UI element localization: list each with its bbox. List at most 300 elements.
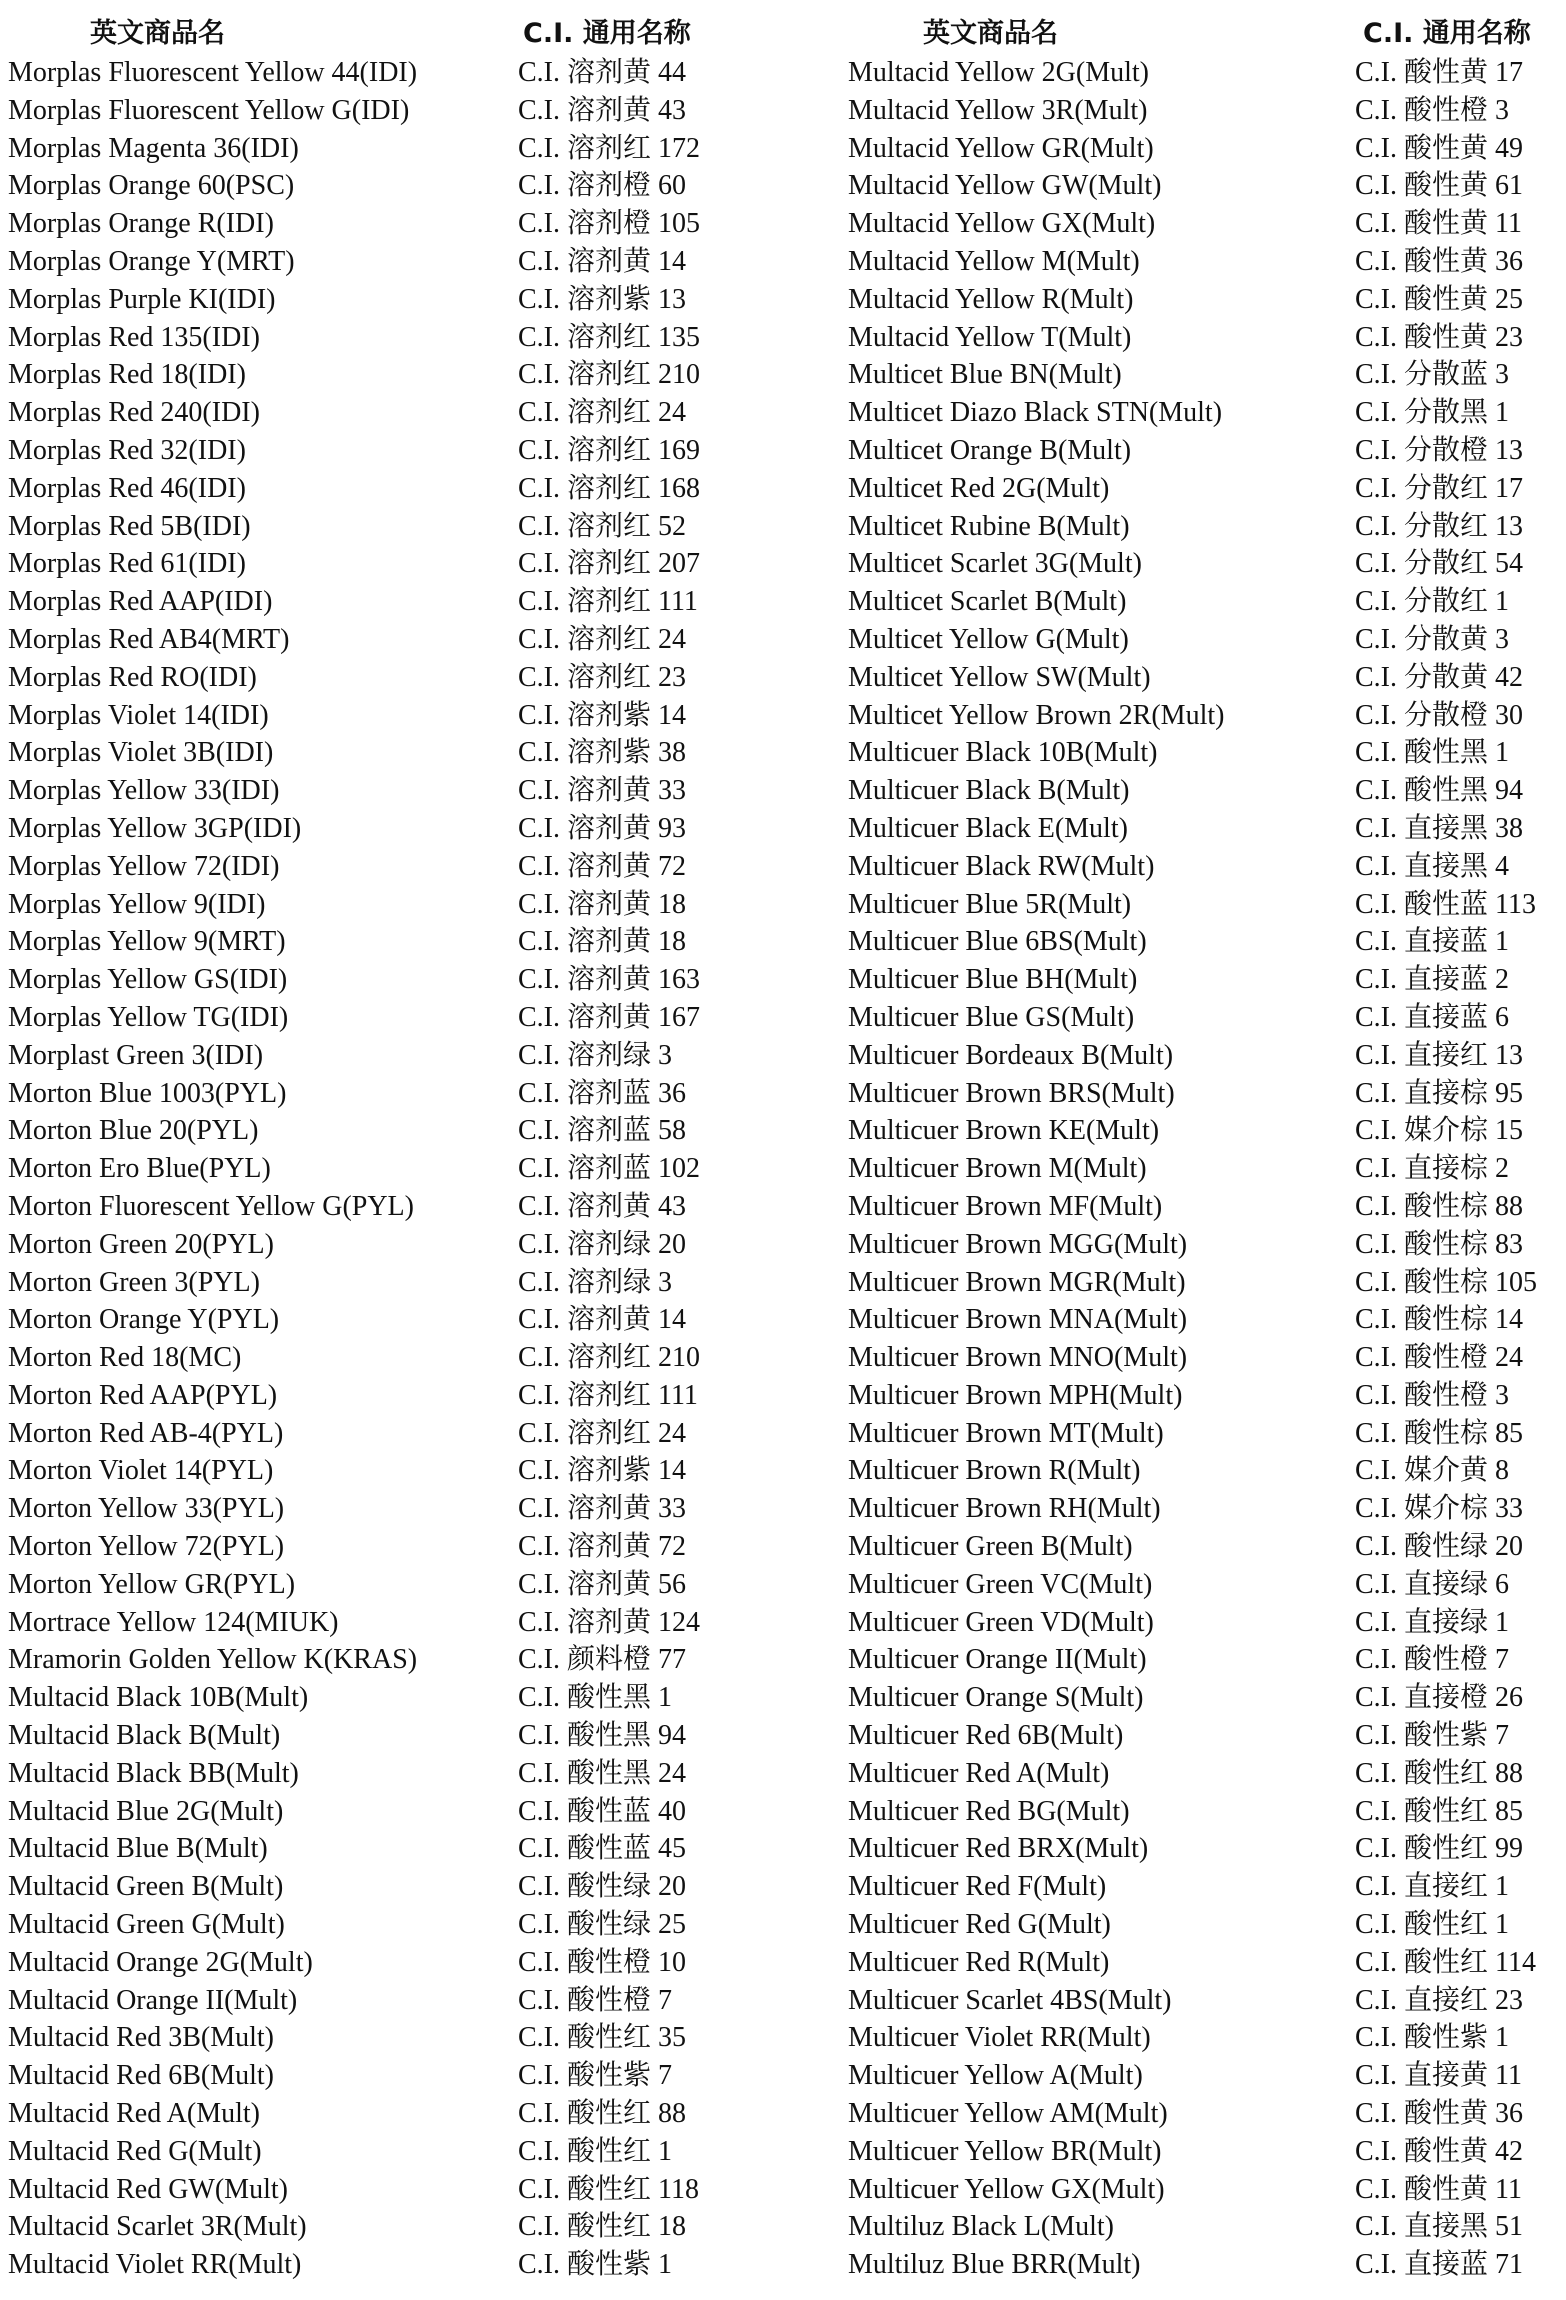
english-trade-name: Multicet Yellow Brown 2R(Mult) bbox=[848, 699, 1225, 731]
english-trade-name: Morplas Red 18(IDI) bbox=[8, 359, 246, 391]
table-row bbox=[848, 1301, 1563, 1339]
ci-generic-name: C.I. 分散红 17 bbox=[1355, 472, 1524, 504]
table-row bbox=[8, 1264, 768, 1302]
ci-generic-name: C.I. 酸性红 1 bbox=[1355, 1909, 1510, 1941]
ci-generic-name: C.I. 溶剂红 210 bbox=[518, 1342, 701, 1374]
ci-generic-name: C.I. 直接蓝 2 bbox=[1355, 964, 1510, 996]
table-row bbox=[848, 1075, 1563, 1113]
ci-generic-name: C.I. 酸性黑 1 bbox=[518, 1682, 673, 1714]
right-column bbox=[848, 0, 1563, 2284]
ci-generic-name: C.I. 酸性红 85 bbox=[1355, 1795, 1524, 1827]
ci-generic-name: C.I. 溶剂红 24 bbox=[518, 1417, 687, 1449]
english-trade-name: Multacid Yellow 3R(Mult) bbox=[848, 94, 1148, 126]
table-row bbox=[848, 545, 1563, 583]
table-row bbox=[848, 886, 1563, 924]
table-row bbox=[8, 545, 768, 583]
table-row bbox=[848, 205, 1563, 243]
table-row bbox=[8, 1226, 768, 1264]
english-trade-name: Multicuer Black B(Mult) bbox=[848, 775, 1130, 807]
english-trade-name: Multacid Yellow M(Mult) bbox=[848, 245, 1140, 277]
ci-generic-name: C.I. 酸性黄 17 bbox=[1355, 57, 1524, 88]
english-trade-name: Mramorin Golden Yellow K(KRAS) bbox=[8, 1644, 418, 1676]
ci-generic-name: C.I. 溶剂绿 20 bbox=[518, 1228, 687, 1260]
ci-generic-name: C.I. 酸性绿 20 bbox=[518, 1871, 687, 1903]
ci-generic-name: C.I. 溶剂红 24 bbox=[518, 397, 687, 429]
ci-generic-name: C.I. 溶剂绿 3 bbox=[518, 1266, 673, 1298]
table-row bbox=[848, 923, 1563, 961]
table-row bbox=[8, 621, 768, 659]
english-trade-name: Morton Red AAP(PYL) bbox=[8, 1379, 278, 1411]
english-trade-name: Multacid Yellow GR(Mult) bbox=[848, 132, 1154, 164]
english-trade-name: Multicet Rubine B(Mult) bbox=[848, 510, 1130, 542]
english-trade-name: Morplas Orange R(IDI) bbox=[8, 208, 274, 240]
ci-generic-name: C.I. 溶剂黄 72 bbox=[518, 1531, 687, 1563]
table-row bbox=[848, 1982, 1563, 2020]
ci-generic-name: C.I. 分散橙 30 bbox=[1355, 699, 1524, 731]
english-trade-name: Morplas Yellow GS(IDI) bbox=[8, 964, 288, 996]
ci-generic-name: C.I. 酸性棕 83 bbox=[1355, 1228, 1524, 1260]
table-row bbox=[8, 810, 768, 848]
table-row bbox=[848, 1150, 1563, 1188]
english-trade-name: Morton Yellow 33(PYL) bbox=[8, 1493, 285, 1525]
ci-generic-name: C.I. 直接蓝 71 bbox=[1355, 2249, 1524, 2281]
ci-generic-name: C.I. 酸性黄 61 bbox=[1355, 170, 1524, 202]
ci-generic-name: C.I. 分散红 54 bbox=[1355, 548, 1524, 580]
english-trade-name: Morplast Green 3(IDI) bbox=[8, 1039, 264, 1071]
table-row bbox=[848, 2171, 1563, 2209]
english-trade-name: Multicuer Brown M(Mult) bbox=[848, 1153, 1147, 1185]
ci-generic-name: C.I. 溶剂红 135 bbox=[518, 321, 701, 353]
english-trade-name: Morplas Orange Y(MRT) bbox=[8, 245, 295, 277]
english-trade-name: Multicuer Red A(Mult) bbox=[848, 1757, 1110, 1789]
table-row bbox=[848, 1452, 1563, 1490]
header-english-name: 英文商品名 bbox=[923, 18, 1058, 49]
ci-generic-name: C.I. 酸性黄 11 bbox=[1355, 2173, 1522, 2205]
table-row bbox=[848, 961, 1563, 999]
ci-generic-name: C.I. 溶剂黄 167 bbox=[518, 1001, 701, 1033]
table-row bbox=[8, 1452, 768, 1490]
table-row bbox=[8, 508, 768, 546]
ci-generic-name: C.I. 酸性黄 23 bbox=[1355, 321, 1524, 353]
english-trade-name: Multicuer Orange II(Mult) bbox=[848, 1644, 1147, 1676]
table-row bbox=[848, 130, 1563, 168]
ci-generic-name: C.I. 溶剂黄 44 bbox=[518, 57, 687, 88]
ci-generic-name: C.I. 酸性绿 20 bbox=[1355, 1531, 1524, 1563]
ci-generic-name: C.I. 酸性紫 7 bbox=[518, 2060, 673, 2092]
english-trade-name: Morplas Yellow 33(IDI) bbox=[8, 775, 280, 807]
ci-generic-name: C.I. 酸性红 88 bbox=[518, 2098, 687, 2130]
english-trade-name: Multacid Orange 2G(Mult) bbox=[8, 1946, 313, 1978]
table-row bbox=[8, 130, 768, 168]
table-row bbox=[848, 167, 1563, 205]
english-trade-name: Morton Blue 1003(PYL) bbox=[8, 1077, 287, 1109]
table-row bbox=[8, 923, 768, 961]
ci-generic-name: C.I. 分散黄 3 bbox=[1355, 623, 1510, 655]
table-row bbox=[8, 1944, 768, 1982]
table-row bbox=[8, 999, 768, 1037]
table-row bbox=[848, 999, 1563, 1037]
ci-generic-name: C.I. 酸性黄 36 bbox=[1355, 2098, 1524, 2130]
table-row bbox=[8, 1982, 768, 2020]
english-trade-name: Morplas Purple KI(IDI) bbox=[8, 283, 276, 315]
ci-generic-name: C.I. 溶剂紫 14 bbox=[518, 699, 687, 731]
table-row bbox=[8, 1301, 768, 1339]
table-row bbox=[848, 734, 1563, 772]
table-row bbox=[848, 1264, 1563, 1302]
english-trade-name: Morton Red 18(MC) bbox=[8, 1342, 242, 1374]
english-trade-name: Multacid Yellow GW(Mult) bbox=[848, 170, 1162, 202]
table-row bbox=[8, 772, 768, 810]
ci-generic-name: C.I. 分散黄 42 bbox=[1355, 661, 1524, 693]
ci-generic-name: C.I. 酸性紫 1 bbox=[518, 2249, 673, 2281]
ci-generic-name: C.I. 酸性黄 42 bbox=[1355, 2135, 1524, 2167]
table-row bbox=[8, 2019, 768, 2057]
english-trade-name: Morplas Yellow TG(IDI) bbox=[8, 1001, 289, 1033]
table-row bbox=[8, 1188, 768, 1226]
english-trade-name: Morplas Orange 60(PSC) bbox=[8, 170, 295, 202]
ci-generic-name: C.I. 酸性黄 49 bbox=[1355, 132, 1524, 164]
ci-generic-name: C.I. 溶剂红 111 bbox=[518, 586, 698, 618]
english-trade-name: Multacid Black BB(Mult) bbox=[8, 1757, 299, 1789]
ci-generic-name: C.I. 溶剂红 24 bbox=[518, 623, 687, 655]
table-row bbox=[8, 243, 768, 281]
english-trade-name: Morton Green 3(PYL) bbox=[8, 1266, 260, 1298]
table-row bbox=[848, 1830, 1563, 1868]
left-column bbox=[8, 0, 768, 2284]
table-row bbox=[848, 1037, 1563, 1075]
ci-generic-name: C.I. 溶剂橙 105 bbox=[518, 208, 701, 240]
table-row bbox=[848, 583, 1563, 621]
english-trade-name: Multicuer Green B(Mult) bbox=[848, 1531, 1133, 1563]
english-trade-name: Morplas Fluorescent Yellow G(IDI) bbox=[8, 94, 410, 126]
table-row bbox=[8, 1717, 768, 1755]
english-trade-name: Multacid Blue B(Mult) bbox=[8, 1833, 268, 1865]
english-trade-name: Multicuer Scarlet 4BS(Mult) bbox=[848, 1984, 1172, 2016]
english-trade-name: Multicuer Brown R(Mult) bbox=[848, 1455, 1141, 1487]
english-trade-name: Multacid Violet RR(Mult) bbox=[8, 2249, 302, 2281]
ci-generic-name: C.I. 酸性红 99 bbox=[1355, 1833, 1524, 1865]
english-trade-name: Multacid Red A(Mult) bbox=[8, 2098, 260, 2130]
english-trade-name: Morton Fluorescent Yellow G(PYL) bbox=[8, 1190, 414, 1222]
ci-generic-name: C.I. 直接黑 4 bbox=[1355, 850, 1510, 882]
table-row bbox=[8, 205, 768, 243]
table-row bbox=[848, 2246, 1563, 2284]
ci-generic-name: C.I. 直接红 13 bbox=[1355, 1039, 1524, 1071]
english-trade-name: Multicuer Black E(Mult) bbox=[848, 812, 1128, 844]
table-row bbox=[848, 2019, 1563, 2057]
ci-generic-name: C.I. 酸性蓝 40 bbox=[518, 1795, 687, 1827]
ci-generic-name: C.I. 溶剂红 168 bbox=[518, 472, 701, 504]
ci-generic-name: C.I. 直接蓝 1 bbox=[1355, 926, 1510, 958]
english-trade-name: Multicuer Brown MNA(Mult) bbox=[848, 1304, 1188, 1336]
english-trade-name: Multicuer Green VC(Mult) bbox=[848, 1568, 1153, 1600]
table-row bbox=[8, 1641, 768, 1679]
table-row bbox=[8, 356, 768, 394]
ci-generic-name: C.I. 酸性橙 24 bbox=[1355, 1342, 1524, 1374]
table-row bbox=[8, 281, 768, 319]
english-trade-name: Multicet Scarlet B(Mult) bbox=[848, 586, 1127, 618]
english-trade-name: Morton Green 20(PYL) bbox=[8, 1228, 274, 1260]
table-row bbox=[8, 2171, 768, 2209]
header-ci-name: C.I. 通用名称 bbox=[1363, 18, 1531, 49]
table-row bbox=[8, 1830, 768, 1868]
english-trade-name: Mortrace Yellow 124(MIUK) bbox=[8, 1606, 339, 1638]
english-trade-name: Multicuer Brown MNO(Mult) bbox=[848, 1342, 1188, 1374]
english-trade-name: Multicuer Blue BH(Mult) bbox=[848, 964, 1138, 996]
english-trade-name: Multicuer Blue GS(Mult) bbox=[848, 1001, 1135, 1033]
table-row bbox=[8, 1150, 768, 1188]
ci-generic-name: C.I. 酸性橙 7 bbox=[518, 1984, 673, 2016]
table-row bbox=[848, 54, 1563, 92]
table-row bbox=[8, 697, 768, 735]
ci-generic-name: C.I. 分散黑 1 bbox=[1355, 397, 1510, 429]
ci-generic-name: C.I. 直接橙 26 bbox=[1355, 1682, 1524, 1714]
table-row bbox=[848, 1188, 1563, 1226]
english-trade-name: Multicuer Red 6B(Mult) bbox=[848, 1720, 1124, 1752]
english-trade-name: Morplas Yellow 72(IDI) bbox=[8, 850, 280, 882]
english-trade-name: Morplas Red AB4(MRT) bbox=[8, 623, 290, 655]
english-trade-name: Multicuer Brown KE(Mult) bbox=[848, 1115, 1160, 1147]
english-trade-name: Morplas Red 46(IDI) bbox=[8, 472, 246, 504]
english-trade-name: Multacid Black 10B(Mult) bbox=[8, 1682, 309, 1714]
ci-generic-name: C.I. 溶剂蓝 36 bbox=[518, 1077, 687, 1109]
ci-generic-name: C.I. 媒介黄 8 bbox=[1355, 1455, 1510, 1487]
table-row bbox=[848, 1566, 1563, 1604]
ci-generic-name: C.I. 溶剂红 172 bbox=[518, 132, 701, 164]
ci-generic-name: C.I. 酸性棕 14 bbox=[1355, 1304, 1524, 1336]
english-trade-name: Multicuer Blue 6BS(Mult) bbox=[848, 926, 1147, 958]
table-row bbox=[8, 92, 768, 130]
ci-generic-name: C.I. 酸性蓝 45 bbox=[518, 1833, 687, 1865]
ci-generic-name: C.I. 直接棕 2 bbox=[1355, 1153, 1510, 1185]
table-row bbox=[848, 2057, 1563, 2095]
table-row bbox=[8, 1679, 768, 1717]
english-trade-name: Multicet Diazo Black STN(Mult) bbox=[848, 397, 1223, 429]
ci-generic-name: C.I. 溶剂橙 60 bbox=[518, 170, 687, 202]
english-trade-name: Multicet Blue BN(Mult) bbox=[848, 359, 1122, 391]
ci-generic-name: C.I. 酸性黄 11 bbox=[1355, 208, 1522, 240]
left-rows bbox=[8, 54, 768, 2284]
table-row bbox=[8, 394, 768, 432]
table-row bbox=[848, 281, 1563, 319]
ci-generic-name: C.I. 酸性棕 105 bbox=[1355, 1266, 1538, 1298]
ci-generic-name: C.I. 溶剂蓝 102 bbox=[518, 1153, 701, 1185]
table-row bbox=[8, 1566, 768, 1604]
english-trade-name: Multacid Red 6B(Mult) bbox=[8, 2060, 274, 2092]
table-row bbox=[848, 621, 1563, 659]
ci-generic-name: C.I. 溶剂黄 43 bbox=[518, 94, 687, 126]
ci-generic-name: C.I. 直接红 1 bbox=[1355, 1871, 1510, 1903]
english-trade-name: Morplas Red RO(IDI) bbox=[8, 661, 257, 693]
ci-generic-name: C.I. 酸性橙 3 bbox=[1355, 94, 1510, 126]
english-trade-name: Multicuer Red G(Mult) bbox=[848, 1909, 1111, 1941]
ci-generic-name: C.I. 酸性红 1 bbox=[518, 2135, 673, 2167]
table-row bbox=[8, 1075, 768, 1113]
ci-generic-name: C.I. 酸性紫 1 bbox=[1355, 2022, 1510, 2054]
table-row bbox=[848, 92, 1563, 130]
ci-generic-name: C.I. 酸性红 88 bbox=[1355, 1757, 1524, 1789]
ci-generic-name: C.I. 酸性红 18 bbox=[518, 2211, 687, 2243]
table-row bbox=[8, 1906, 768, 1944]
ci-generic-name: C.I. 媒介棕 15 bbox=[1355, 1115, 1524, 1147]
english-trade-name: Morplas Red 240(IDI) bbox=[8, 397, 260, 429]
ci-generic-name: C.I. 直接棕 95 bbox=[1355, 1077, 1524, 1109]
table-row bbox=[8, 734, 768, 772]
ci-generic-name: C.I. 酸性橙 3 bbox=[1355, 1379, 1510, 1411]
table-row bbox=[848, 772, 1563, 810]
english-trade-name: Multacid Red GW(Mult) bbox=[8, 2173, 288, 2205]
english-trade-name: Multacid Yellow T(Mult) bbox=[848, 321, 1132, 353]
ci-generic-name: C.I. 溶剂紫 14 bbox=[518, 1455, 687, 1487]
english-trade-name: Multicuer Red R(Mult) bbox=[848, 1946, 1110, 1978]
ci-generic-name: C.I. 酸性黑 94 bbox=[518, 1720, 687, 1752]
ci-generic-name: C.I. 溶剂黄 43 bbox=[518, 1190, 687, 1222]
right-rows bbox=[848, 54, 1563, 2284]
header-ci-name: C.I. 通用名称 bbox=[523, 18, 691, 49]
table-row bbox=[8, 2246, 768, 2284]
english-trade-name: Multacid Yellow GX(Mult) bbox=[848, 208, 1156, 240]
ci-generic-name: C.I. 酸性紫 7 bbox=[1355, 1720, 1510, 1752]
english-trade-name: Multicuer Bordeaux B(Mult) bbox=[848, 1039, 1174, 1071]
table-row bbox=[848, 1604, 1563, 1642]
english-trade-name: Multacid Red G(Mult) bbox=[8, 2135, 262, 2167]
table-row bbox=[8, 470, 768, 508]
table-row bbox=[8, 2095, 768, 2133]
ci-generic-name: C.I. 酸性黄 36 bbox=[1355, 245, 1524, 277]
table-row bbox=[8, 319, 768, 357]
table-row bbox=[848, 1906, 1563, 1944]
table-row bbox=[8, 2208, 768, 2246]
ci-generic-name: C.I. 溶剂紫 38 bbox=[518, 737, 687, 769]
english-trade-name: Multicuer Red BG(Mult) bbox=[848, 1795, 1130, 1827]
ci-generic-name: C.I. 直接绿 6 bbox=[1355, 1568, 1510, 1600]
ci-generic-name: C.I. 溶剂黄 124 bbox=[518, 1606, 701, 1638]
english-trade-name: Multicet Scarlet 3G(Mult) bbox=[848, 548, 1142, 580]
english-trade-name: Morplas Red 61(IDI) bbox=[8, 548, 246, 580]
ci-generic-name: C.I. 直接黄 11 bbox=[1355, 2060, 1522, 2092]
ci-generic-name: C.I. 分散红 13 bbox=[1355, 510, 1524, 542]
table-row bbox=[848, 243, 1563, 281]
ci-generic-name: C.I. 溶剂黄 72 bbox=[518, 850, 687, 882]
ci-generic-name: C.I. 酸性黑 94 bbox=[1355, 775, 1524, 807]
english-trade-name: Multacid Scarlet 3R(Mult) bbox=[8, 2211, 307, 2243]
ci-generic-name: C.I. 直接黑 51 bbox=[1355, 2211, 1524, 2243]
ci-generic-name: C.I. 溶剂红 23 bbox=[518, 661, 687, 693]
english-trade-name: Multacid Black B(Mult) bbox=[8, 1720, 281, 1752]
table-row bbox=[8, 1793, 768, 1831]
table-row bbox=[848, 1755, 1563, 1793]
english-trade-name: Multicuer Brown BRS(Mult) bbox=[848, 1077, 1175, 1109]
english-trade-name: Multicuer Black 10B(Mult) bbox=[848, 737, 1158, 769]
table-row bbox=[8, 54, 768, 92]
english-trade-name: Morton Blue 20(PYL) bbox=[8, 1115, 259, 1147]
table-row bbox=[848, 1793, 1563, 1831]
table-row bbox=[848, 1490, 1563, 1528]
table-row bbox=[848, 697, 1563, 735]
english-trade-name: Multicuer Blue 5R(Mult) bbox=[848, 888, 1132, 920]
table-row bbox=[8, 1112, 768, 1150]
english-trade-name: Multicuer Brown MF(Mult) bbox=[848, 1190, 1163, 1222]
table-row bbox=[8, 1037, 768, 1075]
english-trade-name: Morplas Fluorescent Yellow 44(IDI) bbox=[8, 57, 418, 88]
table-row bbox=[848, 1944, 1563, 1982]
table-row bbox=[848, 2133, 1563, 2171]
table-row bbox=[8, 1377, 768, 1415]
english-trade-name: Multicuer Yellow AM(Mult) bbox=[848, 2098, 1168, 2130]
table-row bbox=[848, 1717, 1563, 1755]
ci-generic-name: C.I. 酸性黄 25 bbox=[1355, 283, 1524, 315]
english-trade-name: Morton Ero Blue(PYL) bbox=[8, 1153, 271, 1185]
ci-generic-name: C.I. 溶剂绿 3 bbox=[518, 1039, 673, 1071]
table-row bbox=[8, 1339, 768, 1377]
table-row bbox=[848, 432, 1563, 470]
table-row bbox=[848, 1415, 1563, 1453]
english-trade-name: Multicuer Yellow A(Mult) bbox=[848, 2060, 1143, 2092]
table-row bbox=[8, 659, 768, 697]
ci-generic-name: C.I. 酸性棕 85 bbox=[1355, 1417, 1524, 1449]
ci-generic-name: C.I. 分散橙 13 bbox=[1355, 434, 1524, 466]
table-row bbox=[848, 1339, 1563, 1377]
english-trade-name: Multacid Blue 2G(Mult) bbox=[8, 1795, 284, 1827]
english-trade-name: Multicet Yellow SW(Mult) bbox=[848, 661, 1151, 693]
ci-generic-name: C.I. 溶剂红 52 bbox=[518, 510, 687, 542]
table-row bbox=[848, 356, 1563, 394]
english-trade-name: Multiluz Blue BRR(Mult) bbox=[848, 2249, 1141, 2281]
english-trade-name: Morplas Violet 3B(IDI) bbox=[8, 737, 274, 769]
english-trade-name: Multicuer Green VD(Mult) bbox=[848, 1606, 1154, 1638]
table-row bbox=[848, 319, 1563, 357]
ci-generic-name: C.I. 酸性橙 10 bbox=[518, 1946, 687, 1978]
english-trade-name: Multicuer Brown MPH(Mult) bbox=[848, 1379, 1183, 1411]
table-row bbox=[8, 1868, 768, 1906]
table-row bbox=[8, 1528, 768, 1566]
english-trade-name: Multacid Orange II(Mult) bbox=[8, 1984, 298, 2016]
table-row bbox=[848, 508, 1563, 546]
english-trade-name: Multicuer Brown MGR(Mult) bbox=[848, 1266, 1186, 1298]
table-row bbox=[8, 167, 768, 205]
table-row bbox=[8, 848, 768, 886]
table-row bbox=[848, 848, 1563, 886]
ci-generic-name: C.I. 溶剂红 111 bbox=[518, 1379, 698, 1411]
left-header-row bbox=[8, 0, 768, 54]
english-trade-name: Morplas Yellow 9(IDI) bbox=[8, 888, 266, 920]
table-row bbox=[848, 2208, 1563, 2246]
table-row bbox=[848, 1868, 1563, 1906]
english-trade-name: Multicuer Orange S(Mult) bbox=[848, 1682, 1144, 1714]
english-trade-name: Multacid Green G(Mult) bbox=[8, 1909, 285, 1941]
ci-generic-name: C.I. 溶剂黄 18 bbox=[518, 888, 687, 920]
table-row bbox=[848, 1226, 1563, 1264]
english-trade-name: Multicuer Yellow BR(Mult) bbox=[848, 2135, 1162, 2167]
ci-generic-name: C.I. 溶剂黄 163 bbox=[518, 964, 701, 996]
english-trade-name: Multiluz Black L(Mult) bbox=[848, 2211, 1114, 2243]
ci-generic-name: C.I. 溶剂红 210 bbox=[518, 359, 701, 391]
ci-generic-name: C.I. 直接蓝 6 bbox=[1355, 1001, 1510, 1033]
english-trade-name: Morton Yellow 72(PYL) bbox=[8, 1531, 285, 1563]
ci-generic-name: C.I. 酸性红 114 bbox=[1355, 1946, 1536, 1978]
english-trade-name: Morplas Violet 14(IDI) bbox=[8, 699, 269, 731]
table-row bbox=[848, 1377, 1563, 1415]
english-trade-name: Multicet Red 2G(Mult) bbox=[848, 472, 1110, 504]
ci-generic-name: C.I. 酸性棕 88 bbox=[1355, 1190, 1524, 1222]
english-trade-name: Multicuer Black RW(Mult) bbox=[848, 850, 1155, 882]
table-row bbox=[848, 659, 1563, 697]
english-trade-name: Multicuer Brown MT(Mult) bbox=[848, 1417, 1164, 1449]
english-trade-name: Multicuer Brown MGG(Mult) bbox=[848, 1228, 1188, 1260]
ci-generic-name: C.I. 溶剂红 207 bbox=[518, 548, 701, 580]
english-trade-name: Morplas Yellow 3GP(IDI) bbox=[8, 812, 302, 844]
english-trade-name: Morton Orange Y(PYL) bbox=[8, 1304, 280, 1336]
